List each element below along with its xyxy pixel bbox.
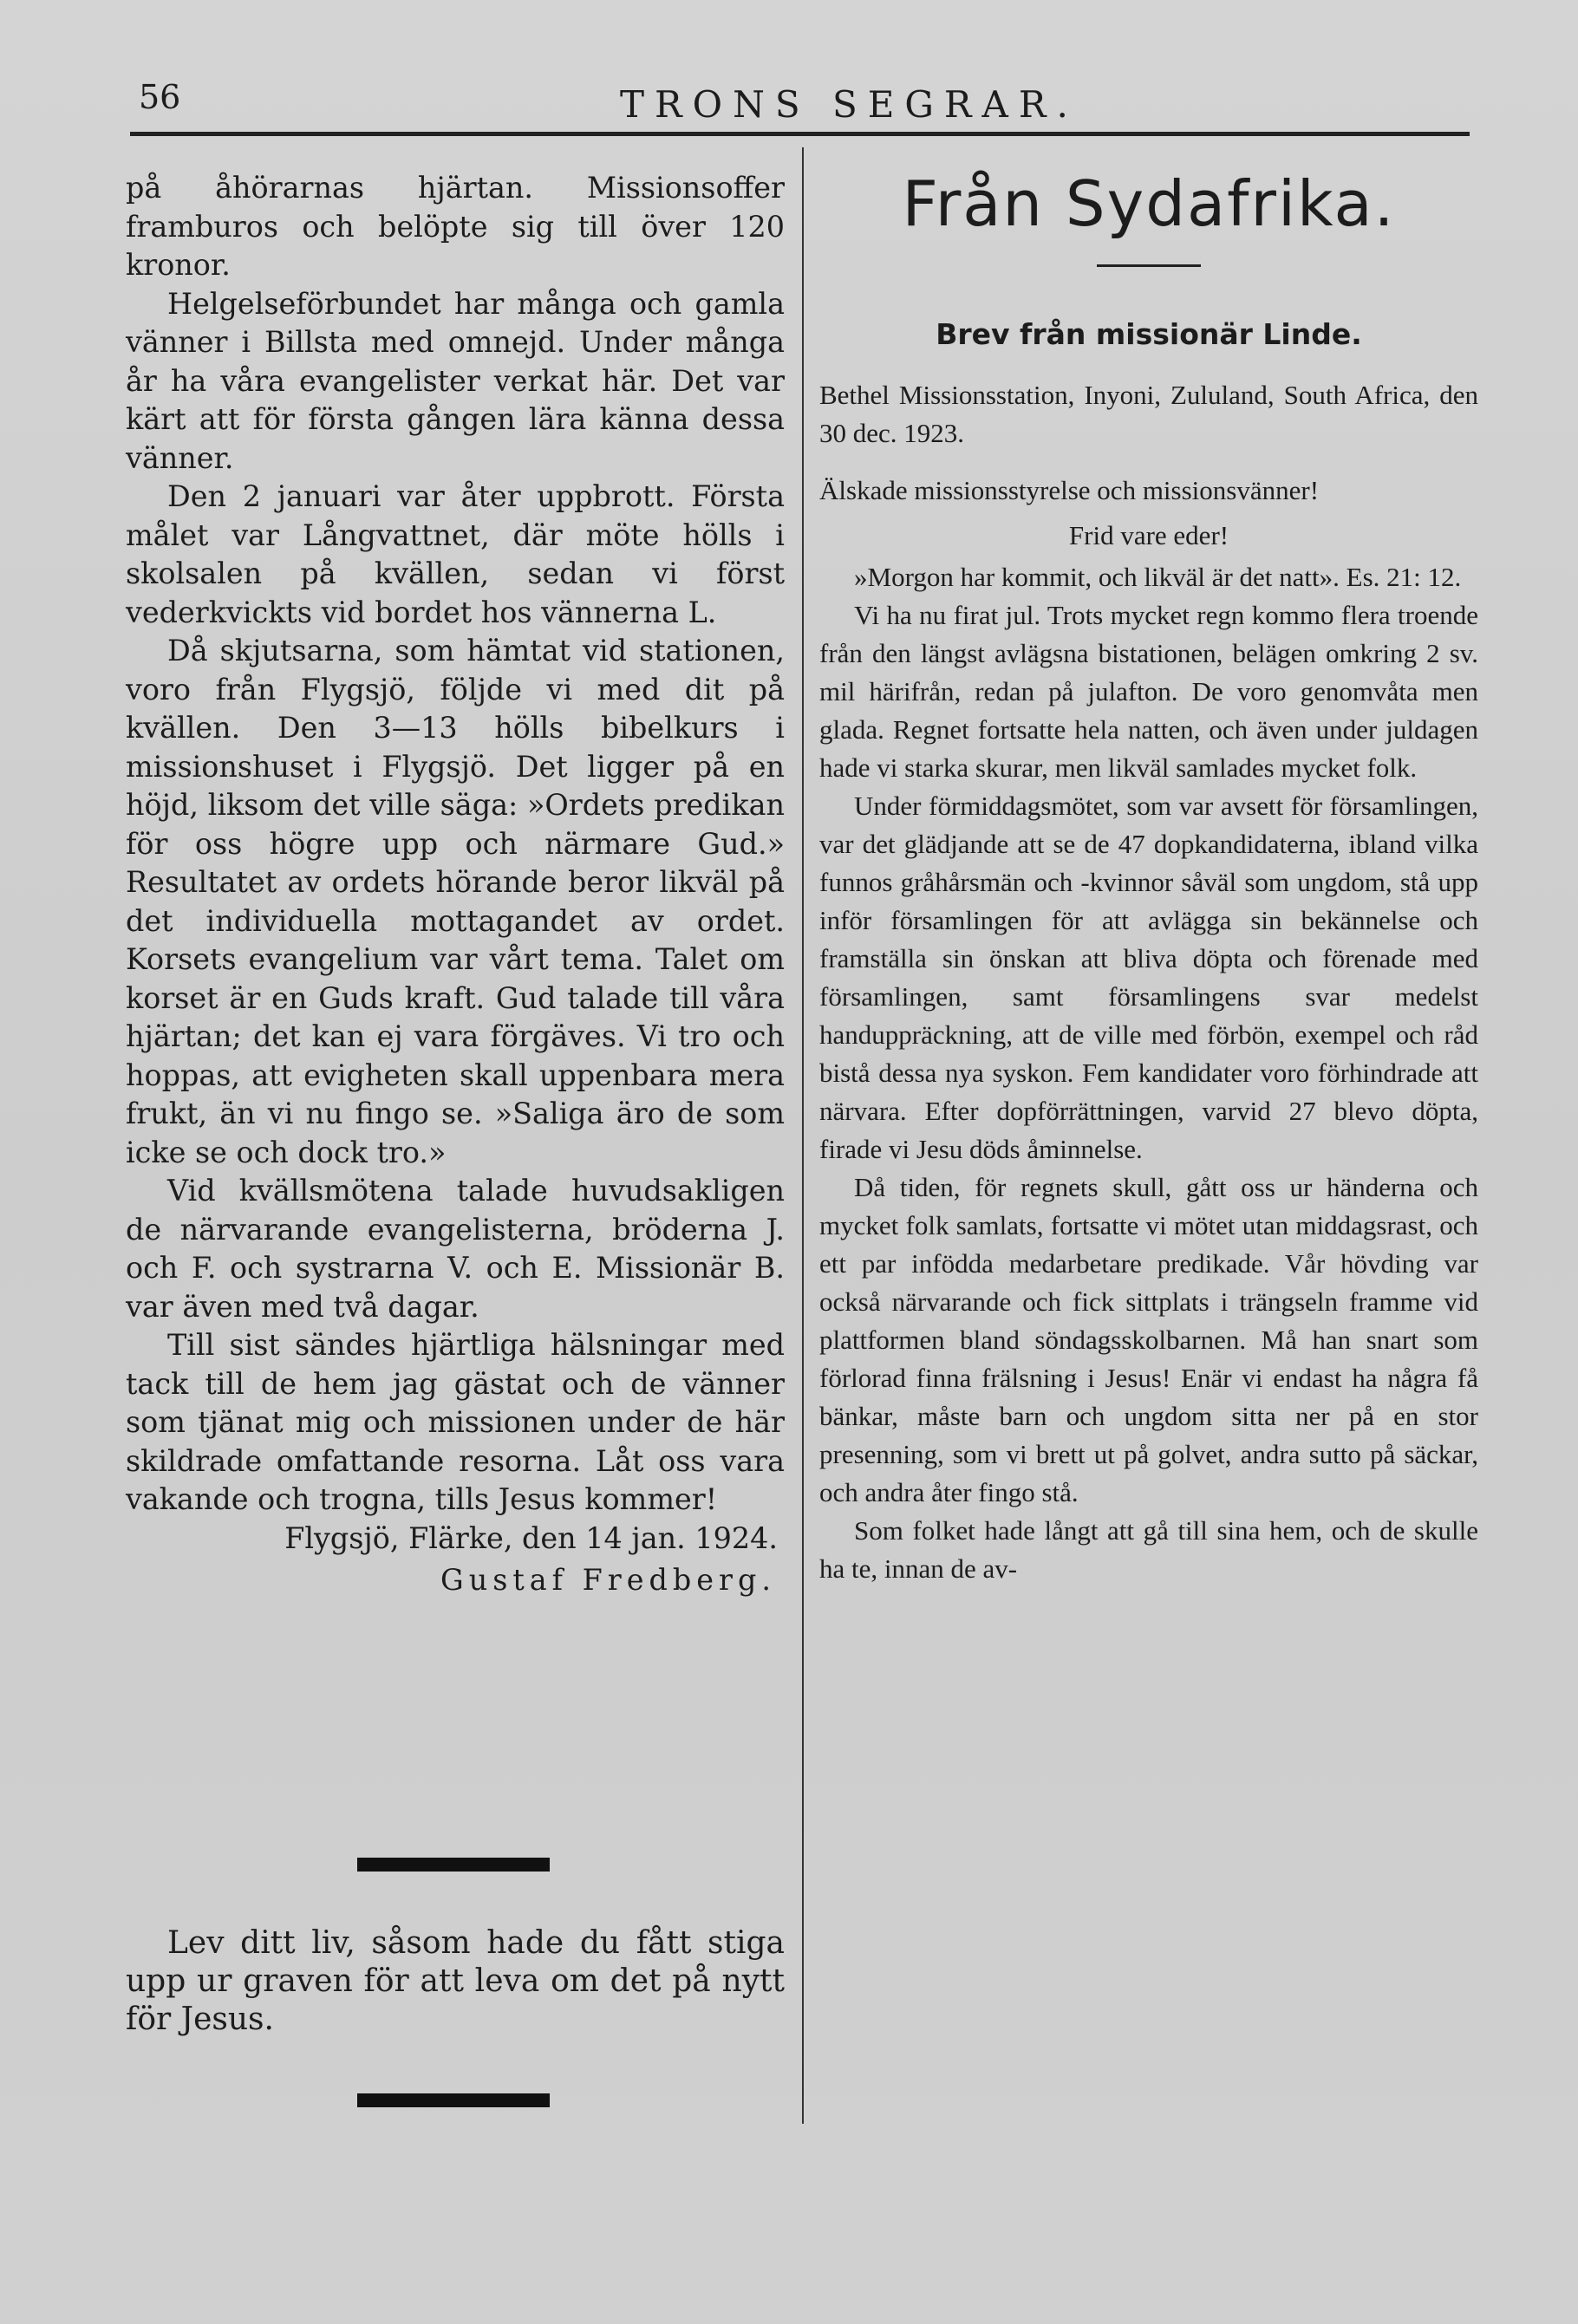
left-paragraph: Till sist sändes hjärtliga hälsningar med tack till de hem jag gästat och de vänner som tjänat mig och missionen under de här skildrade omfattande resorna. Låt oss vara vakande och trogna, tills Jesus kommer! bbox=[126, 1328, 785, 1516]
left-paragraph: Då skjutsarna, som hämtat vid stationen, voro från Flygsjö, följde vi med dit på kvällen. Den 3—13 hölls bibelkurs i missionshuset i Flygsjö. Det ligger på en höjd, liksom det ville säga: »Ordets predikan för oss högre upp och närmare Gud.» Resultatet av ordets hörande beror likväl på det individuella mottagandet av ordet. Korsets evangelium var vårt tema. Talet om korset är en Guds kraft. Gud talade till våra hjärtan; det kan ej vara förgäves. Vi tro och hoppas, att evigheten skall uppenbara mera frukt, än vi nu fingo se. »Saliga äro de som icke se och dock tro.» bbox=[126, 634, 785, 1169]
letter-address: Bethel Missionsstation, Inyoni, Zululand, South Africa, den 30 dec. 1923. bbox=[819, 380, 1478, 448]
right-column bbox=[819, 160, 1478, 1588]
left-paragraph: Den 2 januari var åter uppbrott. Första målet var Långvattnet, där möte hölls i skolsalen på kvällen, sedan vi först vederkvickts vid bordet hos vännerna L. bbox=[126, 479, 785, 629]
ornament-rule bbox=[357, 1858, 550, 1872]
closing-note bbox=[126, 1924, 785, 2039]
ornament-rule bbox=[357, 2093, 550, 2107]
right-paragraph: »Morgon har kommit, och likväl är det natt». Es. 21: 12. bbox=[854, 562, 1462, 592]
closing-note-text: Lev ditt liv, såsom hade du fått stiga upp ur graven för att leva om det på nytt för Jesus. bbox=[126, 1925, 785, 2037]
right-paragraph: Som folket hade långt att gå till sina hem, och de skulle ha te, innan de av- bbox=[819, 1515, 1478, 1584]
page-number: 56 bbox=[139, 78, 181, 116]
header-rule bbox=[130, 132, 1470, 136]
right-paragraph: Vi ha nu firat jul. Trots mycket regn kommo flera troende från den längst avlägsna bistationen, belägen omkring 2 sv. mil härifrån, redan på julafton. De voro genomvåta men glada. Regnet fortsatte hela natten, och även under juldagen hade vi starka skurar, men likväl samlades mycket folk. bbox=[819, 600, 1478, 783]
column-divider bbox=[802, 147, 804, 2124]
title-rule bbox=[1097, 264, 1201, 267]
right-paragraph: Då tiden, för regnets skull, gått oss ur händerna och mycket folk samlats, fortsatte vi mötet utan middagsrast, och ett par infödda medarbetare predikade. Vår hövding var också närvarande och fick sittplats i trängseln framme vid plattformen bland söndagsskolbarnen. Må han snart som förlorad finna frälsning i Jesus! Enär vi endast ha några få bänkar, måste barn och ungdom sitta ner på en stor presenning, som vi brett ut på golvet, andra sutto på säckar, och andra åter fingo stå. bbox=[819, 1172, 1478, 1507]
letter-salutation: Älskade missionsstyrelse och missionsvänner! bbox=[819, 475, 1320, 505]
article-subtitle: Brev från missionär Linde. bbox=[936, 317, 1362, 351]
left-paragraph: Helgelseförbundet har många och gamla vänner i Billsta med omnejd. Under många år ha våra evangelister verkat här. Det var kärt att för första gången lära känna dessa vänner. bbox=[126, 286, 785, 475]
place-date: Flygsjö, Flärke, den 14 jan. 1924. bbox=[284, 1520, 778, 1555]
right-paragraph: Under förmiddagsmötet, som var avsett för församlingen, var det glädjande att se de 47 dopkandidaterna, ibland vilka funnos gråhårsmän och -kvinnor såväl som ungdom, stå upp inför församlingen för att avlägga sin bekännelse och framställa sin önskan att bliva döpta och förenade med församlingen, samt församlingens svar medelst handuppräckning, att de ville med förbön, exempel och råd bistå dessa nya syskon. Fem kandidater voro förhindrade att närvara. Efter dopförrättningen, varvid 27 blevo döpta, firade vi Jesu döds åminnelse. bbox=[819, 791, 1478, 1164]
running-title: TRONS SEGRAR. bbox=[620, 83, 1079, 126]
letter-body bbox=[819, 376, 1478, 1588]
left-paragraph: Vid kvällsmötena talade huvudsakligen de närvarande evangelisterna, bröderna J. och F. och systrarna V. och E. Missionär B. var även med två dagar. bbox=[126, 1174, 785, 1324]
signature: Gustaf Fredberg. bbox=[440, 1563, 776, 1597]
left-column bbox=[126, 169, 785, 1600]
article-title: Från Sydafrika. bbox=[902, 167, 1396, 240]
page-header bbox=[130, 76, 1474, 128]
left-paragraph: på åhörarnas hjärtan. Missionsoffer framburos och belöpte sig till över 120 kronor. bbox=[126, 171, 785, 282]
letter-greeting: Frid vare eder! bbox=[1068, 520, 1229, 550]
